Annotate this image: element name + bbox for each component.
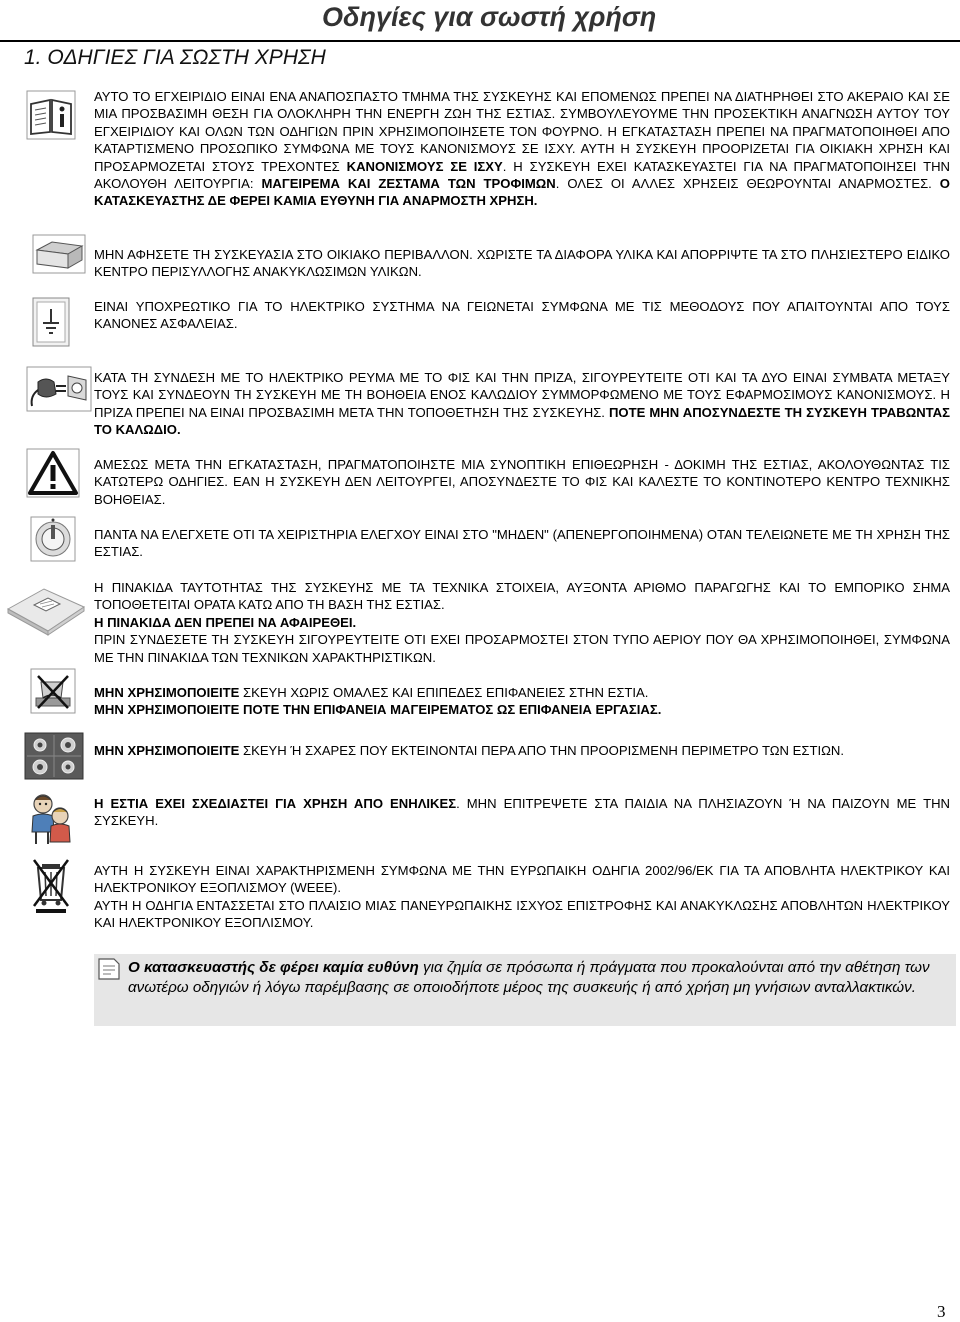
plug-text: ΚΑΤΑ ΤΗ ΣΥΝΔΕΣΗ ΜΕ ΤΟ ΗΛΕΚΤΡΙΚΟ ΡΕΥΜΑ ΜΕ ΤΟ ΦΙΣ ΚΑΙ ΤΗΝ ΠΡΙΖΑ, ΣΙΓΟΥΡΕΥΤΕΙΤΕ ΟΤΙ ΚΑΙ ΤΑ ΔΥΟ ΕΙΝΑΙ ΣΥΜΒΑΤΑ ΜΕΤΑΞΥ ΤΟΥΣ ΚΑΙ ΣΥΝΔΕΟΥΝ ΤΗ ΣΥΣΚΕΥΗ ΜΕ ΤΗ ΒΟΗΘΕΙΑ ΕΝΟΣ ΚΑΛΩΔΙΟΥ ΣΥΜΜΟΡΦΩΜΕΝΟ ΜΕ ΤΟΥΣ ΕΦΑΡΜΟΣΙΜΟΥΣ ΚΑΝΟΝΙΣΜΟΥΣ. Η ΠΡΙΖΑ ΠΡΕΠΕΙ ΝΑ ΕΙΝΑΙ ΠΡΟΣΒΑΣΙΜΗ ΜΕΤΑ ΤΗΝ ΤΟΠΟΘΕΤΗΣΗ ΤΗΣ ΣΥΣΚΕΥΗΣ.: [94, 370, 950, 420]
intro-paragraph: [94, 88, 950, 210]
knob-text-block: [94, 526, 950, 561]
section-title: 1. ΟΔΗΓΙΕΣ ΓΙΑ ΣΩΣΤΗ ΧΡΗΣΗ: [24, 46, 326, 69]
packaging-box-icon: [32, 234, 86, 274]
oversize-text-block: [94, 742, 950, 759]
grounding-text-block: [94, 298, 950, 333]
knob-paragraph: ΠΑΝΤΑ ΝΑ ΕΛΕΓΧΕΤΕ ΟΤΙ ΤΑ ΧΕΙΡΙΣΤΗΡΙΑ ΕΛΕΓΧΟΥ ΕΙΝΑΙ ΣΤΟ "ΜΗΔΕΝ" (ΑΠΕΝΕΡΓΟΠΟΙΗΜΕΝΑ) ΟΤΑΝ ΤΕΛΕΙΩΝΕΤΕ ΜΕ ΤΗ ΧΡΗΣΗ ΤΗΣ ΕΣΤΙΑΣ.: [94, 527, 950, 560]
cookware-paragraph: [94, 684, 950, 701]
packaging-paragraph: ΜΗΝ ΑΦΗΣΕΤΕ ΤΗ ΣΥΣΚΕΥΑΣΙΑ ΣΤΟ ΟΙΚΙΑΚΟ ΠΕΡΙΒΑΛΛΟΝ. ΧΩΡΙΣΤΕ ΤΑ ΔΙΑΦΟΡΑ ΥΛΙΚΑ ΚΑΙ ΑΠΟΡΡΙΨΤΕ ΤΑ ΣΤΟ ΠΛΗΣΙΕΣΤΕΡΟ ΕΙΔΙΚΟ ΚΕΝΤΡΟ ΠΕΡΙΣΥΛΛΟΓΗΣ ΑΝΑΚΥΚΛΩΣΙΜΩΝ ΥΛΙΚΩΝ.: [94, 247, 950, 280]
inspection-text-block: [94, 456, 950, 508]
ground-symbol-icon: [32, 297, 70, 347]
intro-bold-regulations: ΚΑΝΟΝΙΣΜΟΥΣ ΣΕ ΙΣΧΥ: [346, 158, 503, 174]
rating-plate-bold: Η ΠΙΝΑΚΙΔΑ ΔΕΝ ΠΡΕΠΕΙ ΝΑ ΑΦΑΙΡΕΘΕΙ.: [94, 614, 357, 630]
page-header-title: Οδηγίες για σωστή χρήση: [322, 2, 657, 32]
rating-plate-icon: [4, 583, 88, 637]
control-knob-icon: [30, 516, 76, 562]
liability-notice-body: για ζημία σε πρόσωπα ή πράγματα που προκαλούνται από την αθέτηση των ανωτέρω οδηγιών ή λόγω παρέμβασης σε οποιοδήποτε μέρος της συσκευής ή από χρήση μη γνήσιων ανταλλακτικών.: [128, 959, 930, 996]
intro-bold-cooking: ΜΑΓΕΙΡΕΜΑ ΚΑΙ ΖΕΣΤΑΜΑ ΤΩΝ ΤΡΟΦΙΜΩΝ: [261, 176, 556, 192]
weee-text-block: [94, 862, 950, 932]
cookware-bold-do-not-use: ΜΗΝ ΧΡΗΣΙΜΟΠΟΙΕΙΤΕ: [94, 685, 240, 700]
liability-notice-text: [128, 958, 950, 998]
plug-socket-icon: [26, 366, 92, 412]
oversize-text: ΣΚΕΥΗ Ή ΣΧΑΡΕΣ ΠΟΥ ΕΚΤΕΙΝΟΝΤΑΙ ΠΕΡΑ ΑΠΟ ΤΗΝ ΠΡΟΟΡΙΣΜΕΝΗ ΠΕΡΙΜΕΤΡΟ ΤΩΝ ΕΣΤΙΩΝ.: [239, 743, 844, 758]
children-bold-adults: Η ΕΣΤΙΑ ΕΧΕΙ ΣΧΕΔΙΑΣΤΕΙ ΓΙΑ ΧΡΗΣΗ ΑΠΟ ΕΝΗΛΙΚΕΣ: [94, 796, 457, 811]
intro-text-block: [94, 88, 950, 210]
note-icon: [96, 956, 122, 982]
packaging-text-block: [94, 246, 950, 281]
crossed-bin-icon: [30, 856, 72, 914]
page-number: 3: [937, 1302, 946, 1321]
oversize-bold-do-not-use: ΜΗΝ ΧΡΗΣΙΜΟΠΟΙΕΙΤΕ: [94, 743, 240, 758]
header-band: [0, 0, 960, 42]
cookware-text: ΣΚΕΥΗ ΧΩΡΙΣ ΟΜΑΛΕΣ ΚΑΙ ΕΠΙΠΕΔΕΣ ΕΠΙΦΑΝΕΙΕΣ ΣΤΗΝ ΕΣΤΙΑ.: [239, 685, 649, 700]
intro-text: ΑΥΤΟ ΤΟ ΕΓΧΕΙΡΙΔΙΟ ΕΙΝΑΙ ΕΝΑ ΑΝΑΠΟΣΠΑΣΤΟ ΤΜΗΜΑ ΤΗΣ ΣΥΣΚΕΥΗΣ ΚΑΙ ΕΠΟΜΕΝΩΣ ΠΡΕΠΕΙ ΝΑ ΔΙΑΤΗΡΗΘΕΙ ΣΤΟ ΑΚΕΡΑΙΟ ΚΑΙ ΣΕ ΜΙΑ ΠΡΟΣΒΑΣΙΜΗ ΘΕΣΗ ΓΙΑ ΟΛΟΚΛΗΡΗ ΤΗΝ ΕΝΕΡΓΗ ΖΩΗ ΤΗΣ ΕΣΤΙΑΣ. ΣΥΜΒΟΥΛΕΥΟΥΜΕ ΤΗΝ ΠΡΟΣΕΚΤΙΚΗ ΑΝΑΓΝΩΣΗ ΑΥΤΟΥ ΤΟΥ ΕΓΧΕΙΡΙΔΙΟΥ ΚΑΙ ΟΛΩΝ ΤΩΝ ΟΔΗΓΙΩΝ ΠΡΙΝ ΧΡΗΣΙΜΟΠΟΙΗΣΕΤΕ ΤΟΝ ΦΟΥΡΝΟ. Η ΕΓΚΑΤΑΣΤΑΣΗ ΠΡΕΠΕΙ ΝΑ ΠΡΑΓΜΑΤΟΠΟΙΗΘΕΙ ΑΠΟ ΚΑΤΑΡΤΙΣΜΕΝΟ ΠΡΟΣΩΠΙΚΟ ΣΥΜΦΩΝΑ ΜΕ ΤΟΥΣ ΚΑΝΟΝΙΣΜΟΥΣ ΣΕ ΙΣΧΥ. ΑΥΤΗ Η ΣΥΣΚΕΥΗ ΠΡΟΟΡΙΖΕΤΑΙ ΓΙΑ ΟΙΚΙΑΚΗ ΧΡΗΣΗ ΚΑΙ ΠΡΟΣΑΡΜΟΖΕΤΑΙ ΣΤΟΥΣ ΤΡΕΧΟΝΤΕΣ: [94, 89, 950, 174]
intro-text-function: . Η ΣΥΣΚΕΥΗ ΕΧΕΙ ΚΑΤΑΣΚΕΥΑΣΤΕΙ ΓΙΑ ΝΑ ΠΡΑΓΜΑΤΟΠΟΙΗΣΕΙ ΤΗΝ ΑΚΟΛΟΥΘΗ ΛΕΙΤΟΥΡΓΙΑ:: [94, 158, 950, 192]
liability-notice-bold: Ο κατασκευαστής δε φέρει καμία ευθύνη: [128, 959, 419, 976]
inspection-paragraph: ΑΜΕΣΩΣ ΜΕΤΑ ΤΗΝ ΕΓΚΑΤΑΣΤΑΣΗ, ΠΡΑΓΜΑΤΟΠΟΙΗΣΤΕ ΜΙΑ ΣΥΝΟΠΤΙΚΗ ΕΠΙΘΕΩΡΗΣΗ - ΔΟΚΙΜΗ ΤΗΣ ΕΣΤΙΑΣ, ΑΚΟΛΟΥΘΩΝΤΑΣ ΤΙΣ ΚΑΤΩΤΕΡΩ ΟΔΗΓΙΕΣ. ΕΑΝ Η ΣΥΣΚΕΥΗ ΔΕΝ ΛΕΙΤΟΥΡΓΕΙ, ΑΠΟΣΥΝΔΕΣΤΕ ΤΟ ΦΙΣ ΚΑΙ ΚΑΛΕΣΤΕ ΤΟ ΚΟΝΤΙΝΟΤΕΡΟ ΚΕΝΤΡΟ ΤΕΧΝΙΚΗΣ ΒΟΗΘΕΙΑΣ.: [94, 457, 950, 507]
intro-bold-liability: Ο ΚΑΤΑΣΚΕΥΑΣΤΗΣ ΔΕ ΦΕΡΕΙ ΚΑΜΙΑ ΕΥΘΥΝΗ ΓΙΑ ΑΝΑΡΜΟΣΤΗ ΧΡΗΣΗ.: [94, 176, 950, 209]
warning-triangle-icon: [26, 448, 80, 498]
crossed-pan-icon: [30, 668, 76, 714]
plug-text-block: [94, 369, 950, 439]
gas-type-paragraph: ΠΡΙΝ ΣΥΝΔΕΣΕΤΕ ΤΗ ΣΥΣΚΕΥΗ ΣΙΓΟΥΡΕΥΤΕΙΤΕ ΟΤΙ ΕΧΕΙ ΠΡΟΣΑΡΜΟΣΤΕΙ ΣΤΟΝ ΤΥΠΟ ΑΕΡΙΟΥ ΠΟΥ ΘΑ ΧΡΗΣΙΜΟΠΟΙΗΘΕΙ, ΣΥΜΦΩΝΑ ΜΕ ΤΗΝ ΠΙΝΑΚΙΔΑ ΤΩΝ ΤΕΧΝΙΚΩΝ ΧΑΡΑΚΤΗΡΙΣΤΙΚΩΝ.: [94, 632, 950, 665]
plug-paragraph: [94, 369, 950, 439]
plug-bold-warning: ΠΟΤΕ ΜΗΝ ΑΠΟΣΥΝΔΕΣΤΕ ΤΗ ΣΥΣΚΕΥΗ ΤΡΑΒΩΝΤΑΣ ΤΟ ΚΑΛΩΔΙΟ.: [94, 404, 950, 438]
weee-directive-paragraph: ΑΥΤΗ Η ΟΔΗΓΙΑ ΕΝΤΑΣΣΕΤΑΙ ΣΤΟ ΠΛΑΙΣΙΟ ΜΙΑΣ ΠΑΝΕΥΡΩΠΑΙΚΗΣ ΙΣΧΥΟΣ ΕΠΙΣΤΡΟΦΗΣ ΚΑΙ ΑΝΑΚΥΚΛΩΣΗΣ ΑΠΟΒΛΗΤΩΝ ΗΛΕΚΤΡΙΚΟΥ ΚΑΙ ΗΛΕΚΤΡΟΝΙΚΟΥ ΕΞΟΠΛΙΣΜΟΥ.: [94, 897, 950, 931]
work-surface-bold: ΜΗΝ ΧΡΗΣΙΜΟΠΟΙΕΙΤΕ ΠΟΤΕ ΤΗΝ ΕΠΙΦΑΝΕΙΑ ΜΑΓΕΙΡΕΜΑΤΟΣ ΩΣ ΕΠΙΦΑΝΕΙΑ ΕΡΓΑΣΙΑΣ.: [94, 702, 662, 718]
children-text-block: [94, 795, 950, 830]
children-paragraph: [94, 795, 950, 830]
manual-book-icon: [26, 90, 76, 140]
hob-burners-icon: [24, 732, 84, 780]
weee-paragraph: ΑΥΤΗ Η ΣΥΣΚΕΥΗ ΕΙΝΑΙ ΧΑΡΑΚΤΗΡΙΣΜΕΝΗ ΣΥΜΦΩΝΑ ΜΕ ΤΗΝ ΕΥΡΩΠΑΙΚΗ ΟΔΗΓΙΑ 2002/96/ΕΚ ΓΙΑ ΤΑ ΑΠΟΒΛΗΤΑ ΗΛΕΚΤΡΙΚΟΥ ΚΑΙ ΗΛΕΚΤΡΟΝΙΚΟΥ ΕΞΟΠΛΙΣΜΟΥ (WEEE).: [94, 863, 950, 896]
cookware-text-block: [94, 684, 950, 719]
grounding-paragraph: ΕΙΝΑΙ ΥΠΟΧΡΕΩΤΙΚΟ ΓΙΑ ΤΟ ΗΛΕΚΤΡΙΚΟ ΣΥΣΤΗΜΑ ΝΑ ΓΕΙΩΝΕΤΑΙ ΣΥΜΦΩΝΑ ΜΕ ΤΙΣ ΜΕΘΟΔΟΥΣ ΠΟΥ ΑΠΑΙΤΟΥΝΤΑΙ ΑΠΟ ΤΟΥΣ ΚΑΝΟΝΕΣ ΑΣΦΑΛΕΙΑΣ.: [94, 299, 950, 332]
oversize-paragraph: [94, 742, 950, 759]
rating-plate-text-block: [94, 579, 950, 666]
intro-text-other-uses: . ΟΛΕΣ ΟΙ ΑΛΛΕΣ ΧΡΗΣΕΙΣ ΘΕΩΡΟΥΝΤΑΙ ΑΝΑΡΜΟΣΤΕΣ.: [555, 176, 940, 192]
rating-plate-paragraph: Η ΠΙΝΑΚΙΔΑ ΤΑΥΤΟΤΗΤΑΣ ΤΗΣ ΣΥΣΚΕΥΗΣ ΜΕ ΤΑ ΤΕΧΝΙΚΑ ΣΤΟΙΧΕΙΑ, ΑΥΞΟΝΤΑ ΑΡΙΘΜΟ ΠΑΡΑΓΩΓΗΣ ΚΑΙ ΤΟ ΕΜΠΟΡΙΚΟ ΣΗΜΑ ΤΟΠΟΘΕΤΕΙΤΑΙ ΟΡΑΤΑ ΚΑΤΩ ΑΠΟ ΤΗ ΒΑΣΗ ΤΗΣ ΕΣΤΙΑΣ.: [94, 580, 950, 613]
children-text: . ΜΗΝ ΕΠΙΤΡΕΨΕΤΕ ΣΤΑ ΠΑΙΔΙΑ ΝΑ ΠΛΗΣΙΑΖΟΥΝ Ή ΝΑ ΠΑΙΖΟΥΝ ΜΕ ΤΗΝ ΣΥΣΚΕΥΗ.: [94, 796, 950, 829]
children-icon: [26, 790, 74, 848]
